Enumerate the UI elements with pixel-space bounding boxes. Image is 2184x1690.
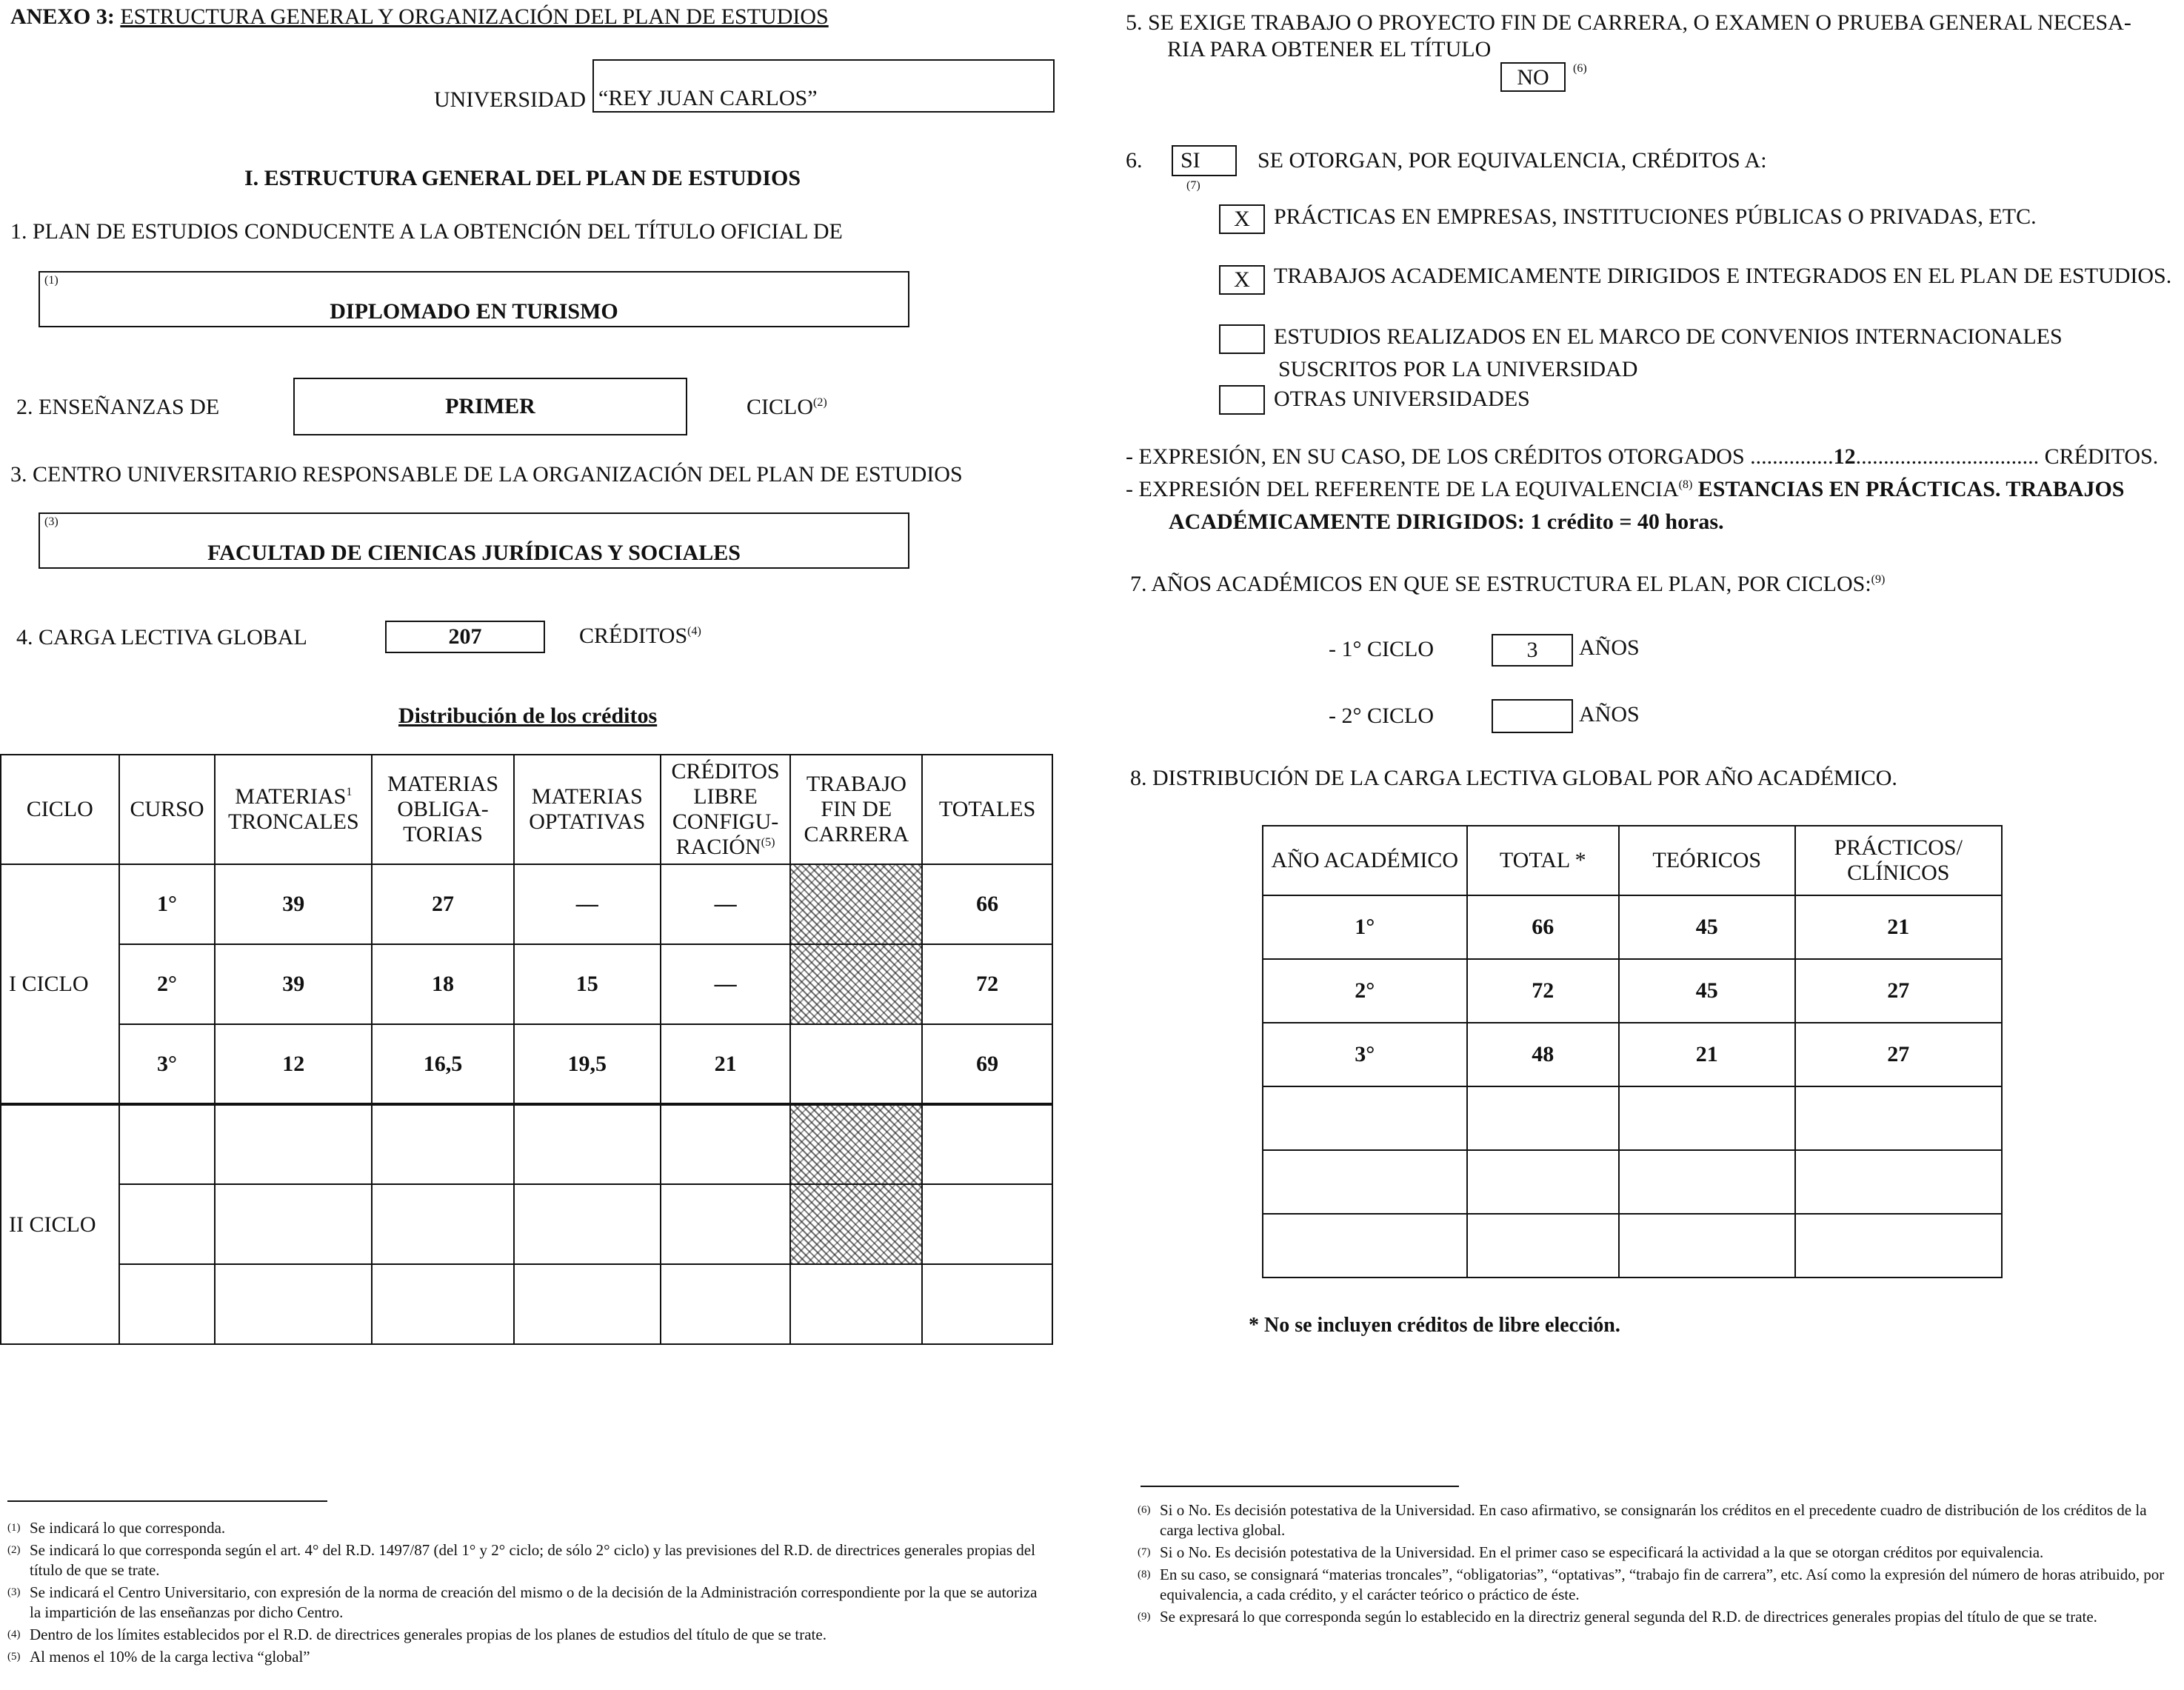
credits-granted-suffix: CRÉDITOS. bbox=[2044, 444, 2159, 469]
option-checkbox-otras bbox=[1219, 385, 1265, 415]
equivalence-note: (7) bbox=[1186, 179, 1200, 192]
option-text: TRABAJOS ACADEMICAMENTE DIRIGIDOS E INTEGRADOS EN EL PLAN DE ESTUDIOS. bbox=[1274, 264, 2172, 288]
obligatorias-cell: 18 bbox=[372, 944, 514, 1024]
table-row bbox=[1263, 1150, 2002, 1214]
equivalence-ref-value-2: ACADÉMICAMENTE DIRIGIDOS: 1 crédito = 40 horas. bbox=[1169, 510, 1724, 534]
header-troncales-a: MATERIAS bbox=[235, 784, 347, 809]
optativas-cell: — bbox=[514, 864, 661, 944]
hatched-cell bbox=[790, 1104, 922, 1184]
empty-cell bbox=[1619, 1214, 1795, 1277]
footnote-text: Dentro de los límites establecidos por el R.D. de directrices generales propias de los planes de estudios del título de que se trate. bbox=[30, 1626, 826, 1643]
annex-label: ANEXO 3: bbox=[10, 4, 115, 29]
header-libre bbox=[661, 755, 791, 864]
global-load-suffix-text: CRÉDITOS bbox=[579, 624, 688, 648]
header-obligatorias bbox=[372, 755, 514, 864]
document-title bbox=[10, 4, 829, 30]
table-row bbox=[1, 944, 1052, 1024]
item7-line bbox=[1130, 572, 1885, 597]
total-cell: 72 bbox=[922, 944, 1052, 1024]
credits-header-row bbox=[1, 755, 1052, 864]
item1-label: 1. PLAN DE ESTUDIOS CONDUCENTE A LA OBTENCIÓN DEL TÍTULO OFICIAL DE bbox=[10, 219, 843, 244]
annex-title: ESTRUCTURA GENERAL Y ORGANIZACIÓN DEL PLAN DE ESTUDIOS bbox=[120, 4, 829, 29]
footnote bbox=[1138, 1607, 2174, 1627]
footnote-text: Si o No. Es decisión potestativa de la Universidad. En el primer caso se especificará la actividad a la que se otorgan créditos por equivalencia. bbox=[1160, 1543, 2044, 1561]
yearly-load-table bbox=[1262, 825, 2003, 1278]
credits-table bbox=[0, 754, 1053, 1345]
empty-cell bbox=[119, 1264, 216, 1344]
year-cell: 3° bbox=[1263, 1023, 1467, 1086]
hatched-cell bbox=[790, 864, 922, 944]
header-libre-note: (5) bbox=[761, 836, 775, 849]
credits-granted-dots: ................................. bbox=[1855, 444, 2040, 469]
footnote bbox=[1138, 1543, 2174, 1563]
equivalence-ref-label: - EXPRESIÓN DEL REFERENTE DE LA EQUIVALENCIA bbox=[1126, 477, 1679, 501]
header-troncales bbox=[215, 755, 372, 864]
final-project-note: (6) bbox=[1573, 62, 1587, 75]
year-cell: 2° bbox=[1263, 959, 1467, 1023]
center-note: (3) bbox=[44, 515, 59, 528]
option-text: PRÁCTICAS EN EMPRESAS, INSTITUCIONES PÚBLICAS O PRIVADAS, ETC. bbox=[1274, 204, 2037, 229]
header-teoricos: TEÓRICOS bbox=[1619, 826, 1795, 895]
table-row bbox=[1, 1024, 1052, 1104]
optativas-cell: 19,5 bbox=[514, 1024, 661, 1104]
libre-cell: 21 bbox=[661, 1024, 791, 1104]
cycle2-years-unit: AÑOS bbox=[1579, 702, 1640, 727]
header-practicos-a: PRÁCTICOS/ bbox=[1834, 835, 1963, 860]
header-total: TOTAL * bbox=[1467, 826, 1619, 895]
empty-cell bbox=[1467, 1086, 1619, 1150]
header-obligatorias-a: MATERIAS bbox=[387, 772, 499, 796]
empty-cell bbox=[514, 1184, 661, 1264]
cycle1-years-label: - 1° CICLO bbox=[1329, 637, 1434, 661]
table-row bbox=[1263, 895, 2002, 959]
teoricos-cell: 45 bbox=[1619, 895, 1795, 959]
total-cell: 69 bbox=[922, 1024, 1052, 1104]
empty-cell bbox=[372, 1184, 514, 1264]
header-libre-b: LIBRE bbox=[693, 784, 758, 809]
empty-cell bbox=[1619, 1086, 1795, 1150]
empty-cell bbox=[1467, 1150, 1619, 1214]
footnote-mark: (3) bbox=[7, 1586, 21, 1598]
empty-cell bbox=[1263, 1214, 1467, 1277]
curso-cell: 2° bbox=[119, 944, 216, 1024]
footnote-mark: (5) bbox=[7, 1651, 21, 1663]
equivalence-field bbox=[1172, 145, 1237, 176]
empty-cell bbox=[372, 1104, 514, 1184]
empty-cell bbox=[922, 1184, 1052, 1264]
header-ciclo: CICLO bbox=[1, 755, 119, 864]
table-row bbox=[1, 864, 1052, 944]
global-load-suffix bbox=[579, 624, 701, 649]
empty-cell bbox=[215, 1104, 372, 1184]
total-cell: 66 bbox=[922, 864, 1052, 944]
footnote-mark: (7) bbox=[1138, 1546, 1151, 1558]
libre-eleccion-note: * No se incluyen créditos de libre elección. bbox=[1249, 1314, 1620, 1337]
footnote bbox=[1138, 1500, 2174, 1540]
empty-cell bbox=[922, 1264, 1052, 1344]
yearly-header-row bbox=[1263, 826, 2002, 895]
credits-table-caption: Distribución de los créditos bbox=[398, 704, 658, 728]
footnote-text: Se indicará el Centro Universitario, con expresión de la norma de creación del mismo o de la decisión de la Administración correspondiente por la que se autoriza la impartición de las enseñanzas por dicho Centro. bbox=[30, 1583, 1038, 1621]
footnote-divider-right bbox=[1141, 1486, 1459, 1487]
year-cell: 1° bbox=[1263, 895, 1467, 959]
center-field bbox=[39, 512, 909, 569]
empty-cell bbox=[661, 1184, 791, 1264]
footnote bbox=[7, 1647, 1044, 1667]
curso-cell: 1° bbox=[119, 864, 216, 944]
teoricos-cell: 21 bbox=[1619, 1023, 1795, 1086]
table-row bbox=[1263, 1086, 2002, 1150]
footnote-mark: (1) bbox=[7, 1522, 21, 1534]
footnote-text: Se indicará lo que corresponda. bbox=[30, 1519, 226, 1537]
table-row bbox=[1263, 959, 2002, 1023]
obligatorias-cell: 16,5 bbox=[372, 1024, 514, 1104]
header-trabajo-a: TRABAJO bbox=[806, 772, 906, 796]
footnote-text: Si o No. Es decisión potestativa de la Universidad. En caso afirmativo, se consignarán los créditos en el precedente cuadro de distribución de los créditos de la carga lectiva global. bbox=[1160, 1501, 2147, 1539]
empty-cell bbox=[119, 1104, 216, 1184]
university-field bbox=[592, 59, 1055, 113]
header-libre-a: CRÉDITOS bbox=[671, 759, 780, 784]
footnote bbox=[7, 1583, 1044, 1623]
cycle1-cell: I CICLO bbox=[1, 864, 119, 1104]
cycle1-years-field bbox=[1492, 634, 1573, 667]
header-troncales-b: TRONCALES bbox=[227, 809, 359, 834]
global-load-value: 207 bbox=[448, 624, 482, 649]
item2-label: 2. ENSEÑANZAS DE bbox=[16, 395, 220, 419]
item6-label: SE OTORGAN, POR EQUIVALENCIA, CRÉDITOS A: bbox=[1258, 148, 1767, 173]
empty-cell bbox=[372, 1264, 514, 1344]
equivalence-value: SI bbox=[1181, 148, 1200, 173]
total-cell: 66 bbox=[1467, 895, 1619, 959]
header-trabajo-c: CARRERA bbox=[804, 822, 909, 846]
empty-cell bbox=[514, 1104, 661, 1184]
degree-title-field bbox=[39, 271, 909, 327]
empty-cell bbox=[1619, 1150, 1795, 1214]
total-cell: 72 bbox=[1467, 959, 1619, 1023]
header-trabajo-b: FIN DE bbox=[821, 797, 892, 821]
teoricos-cell: 45 bbox=[1619, 959, 1795, 1023]
footnote-mark: (4) bbox=[7, 1629, 21, 1640]
table-row bbox=[1263, 1214, 2002, 1277]
footnote-text: Al menos el 10% de la carga lectiva “global” bbox=[30, 1648, 310, 1666]
empty-cell bbox=[661, 1264, 791, 1344]
footnote bbox=[7, 1625, 1044, 1645]
table-row bbox=[1, 1264, 1052, 1344]
equivalence-ref-note: (8) bbox=[1678, 478, 1693, 491]
option-text-line2: SUSCRITOS POR LA UNIVERSIDAD bbox=[1278, 357, 1638, 381]
degree-note: (1) bbox=[44, 274, 59, 287]
option-checkbox-trabajos bbox=[1219, 265, 1265, 295]
item3-label: 3. CENTRO UNIVERSITARIO RESPONSABLE DE LA ORGANIZACIÓN DEL PLAN DE ESTUDIOS bbox=[10, 462, 963, 487]
obligatorias-cell: 27 bbox=[372, 864, 514, 944]
footnote-text: Se indicará lo que corresponda según el art. 4° del R.D. 1497/87 (del 1° y 2° ciclo; de sólo 2° ciclo) y las previsiones del R.D. de directrices generales propias del título de que se trate. bbox=[30, 1541, 1035, 1579]
footnotes-right bbox=[1138, 1500, 2174, 1629]
header-trabajo bbox=[790, 755, 922, 864]
item7-note: (9) bbox=[1871, 573, 1886, 586]
empty-cell bbox=[1263, 1086, 1467, 1150]
option-checkbox-practicas bbox=[1219, 204, 1265, 234]
item5-label-line2: RIA PARA OBTENER EL TÍTULO bbox=[1167, 37, 1492, 61]
curso-cell: 3° bbox=[119, 1024, 216, 1104]
footnote-text: En su caso, se consignará “materias troncales”, “obligatorias”, “optativas”, “trabajo fin de carrera”, etc. Así como la expresión del número de horas atribuido, por equivalencia, a cada crédito, y el carácter teórico o práctico de éste. bbox=[1160, 1566, 2165, 1603]
item8-label: 8. DISTRIBUCIÓN DE LA CARGA LECTIVA GLOBAL POR AÑO ACADÉMICO. bbox=[1130, 766, 1897, 790]
header-totales: TOTALES bbox=[922, 755, 1052, 864]
footnotes-left bbox=[7, 1518, 1044, 1669]
cycle1-years-unit: AÑOS bbox=[1579, 635, 1640, 660]
equivalence-ref-value-1: ESTANCIAS EN PRÁCTICAS. TRABAJOS bbox=[1697, 477, 2125, 501]
equivalence-ref-line bbox=[1126, 477, 2124, 502]
item4-label: 4. CARGA LECTIVA GLOBAL bbox=[16, 625, 307, 649]
option-text: ESTUDIOS REALIZADOS EN EL MARCO DE CONVENIOS INTERNACIONALES bbox=[1274, 324, 2063, 349]
header-practicos-b: CLÍNICOS bbox=[1847, 861, 1950, 885]
degree-title-value: DIPLOMADO EN TURISMO bbox=[330, 299, 618, 324]
header-optativas-a: MATERIAS bbox=[531, 784, 643, 809]
university-value: “REY JUAN CARLOS” bbox=[598, 86, 818, 110]
center-value: FACULTAD DE CIENICAS JURÍDICAS Y SOCIALES bbox=[207, 541, 741, 565]
header-libre-d: RACIÓN bbox=[675, 835, 761, 859]
practicos-cell: 27 bbox=[1795, 959, 2002, 1023]
hatched-cell bbox=[790, 1184, 922, 1264]
empty-cell bbox=[1795, 1214, 2002, 1277]
cycle2-years-field bbox=[1492, 699, 1573, 733]
item5-label-line1: 5. SE EXIGE TRABAJO O PROYECTO FIN DE CARRERA, O EXAMEN O PRUEBA GENERAL NECESA- bbox=[1126, 10, 2131, 35]
empty-cell bbox=[790, 1024, 922, 1104]
cycle1-years-value: 3 bbox=[1526, 638, 1538, 662]
footnote-mark: (6) bbox=[1138, 1504, 1151, 1516]
header-optativas bbox=[514, 755, 661, 864]
option-mark: X bbox=[1234, 207, 1250, 231]
option-text: OTRAS UNIVERSIDADES bbox=[1274, 387, 1530, 411]
cycle-suffix-text: CICLO bbox=[747, 395, 813, 419]
troncales-cell: 39 bbox=[215, 944, 372, 1024]
credits-granted-value: 12 bbox=[1833, 444, 1856, 469]
cycle-note: (2) bbox=[813, 396, 827, 409]
table-row bbox=[1263, 1023, 2002, 1086]
empty-cell bbox=[119, 1184, 216, 1264]
practicos-cell: 21 bbox=[1795, 895, 2002, 959]
empty-cell bbox=[661, 1104, 791, 1184]
libre-cell: — bbox=[661, 944, 791, 1024]
footnote-divider-left bbox=[7, 1500, 327, 1502]
item6-number: 6. bbox=[1126, 148, 1143, 173]
optativas-cell: 15 bbox=[514, 944, 661, 1024]
credits-granted-line bbox=[1126, 444, 2158, 470]
footnote-mark: (8) bbox=[1138, 1569, 1151, 1580]
empty-cell bbox=[1263, 1150, 1467, 1214]
header-optativas-b: OPTATIVAS bbox=[529, 809, 646, 834]
troncales-cell: 39 bbox=[215, 864, 372, 944]
empty-cell bbox=[922, 1104, 1052, 1184]
cycle-field bbox=[293, 378, 687, 435]
empty-cell bbox=[514, 1264, 661, 1344]
item7-label: 7. AÑOS ACADÉMICOS EN QUE SE ESTRUCTURA EL PLAN, POR CICLOS: bbox=[1130, 572, 1871, 596]
empty-cell bbox=[1795, 1086, 2002, 1150]
option-mark: X bbox=[1234, 267, 1250, 292]
option-checkbox-convenios bbox=[1219, 324, 1265, 354]
footnote-mark: (2) bbox=[7, 1544, 21, 1556]
header-year: AÑO ACADÉMICO bbox=[1263, 826, 1467, 895]
footnote-text: Se expresará lo que corresponda según lo establecido en la directriz general segunda del R.D. de directrices generales propias del título de que se trate. bbox=[1160, 1608, 2097, 1626]
empty-cell bbox=[215, 1264, 372, 1344]
footnote-mark: (9) bbox=[1138, 1611, 1151, 1623]
header-practicos bbox=[1795, 826, 2002, 895]
troncales-cell: 12 bbox=[215, 1024, 372, 1104]
global-load-note: (4) bbox=[687, 625, 701, 638]
final-project-field bbox=[1500, 62, 1566, 92]
section1-heading: I. ESTRUCTURA GENERAL DEL PLAN DE ESTUDIOS bbox=[244, 166, 801, 190]
cycle2-cell: II CICLO bbox=[1, 1104, 119, 1344]
footnote bbox=[7, 1540, 1044, 1580]
hatched-cell bbox=[790, 944, 922, 1024]
table-row bbox=[1, 1184, 1052, 1264]
final-project-value: NO bbox=[1517, 65, 1549, 90]
empty-cell bbox=[790, 1264, 922, 1344]
total-cell: 48 bbox=[1467, 1023, 1619, 1086]
empty-cell bbox=[1467, 1214, 1619, 1277]
header-libre-c: CONFIGU- bbox=[672, 809, 779, 834]
cycle-suffix bbox=[747, 395, 827, 420]
cycle-value: PRIMER bbox=[445, 394, 535, 418]
footnote bbox=[1138, 1565, 2174, 1605]
global-load-field bbox=[385, 621, 545, 653]
table-row bbox=[1, 1104, 1052, 1184]
cycle2-years-label: - 2° CICLO bbox=[1329, 704, 1434, 728]
header-curso: CURSO bbox=[119, 755, 216, 864]
empty-cell bbox=[1795, 1150, 2002, 1214]
footnote bbox=[7, 1518, 1044, 1538]
credits-granted-label: - EXPRESIÓN, EN SU CASO, DE LOS CRÉDITOS OTORGADOS ............... bbox=[1126, 444, 1834, 469]
university-label: UNIVERSIDAD bbox=[434, 87, 586, 112]
header-obligatorias-b: OBLIGA- bbox=[397, 797, 489, 821]
empty-cell bbox=[215, 1184, 372, 1264]
practicos-cell: 27 bbox=[1795, 1023, 2002, 1086]
libre-cell: — bbox=[661, 864, 791, 944]
header-troncales-note: 1 bbox=[346, 786, 353, 798]
header-obligatorias-c: TORIAS bbox=[403, 822, 483, 846]
